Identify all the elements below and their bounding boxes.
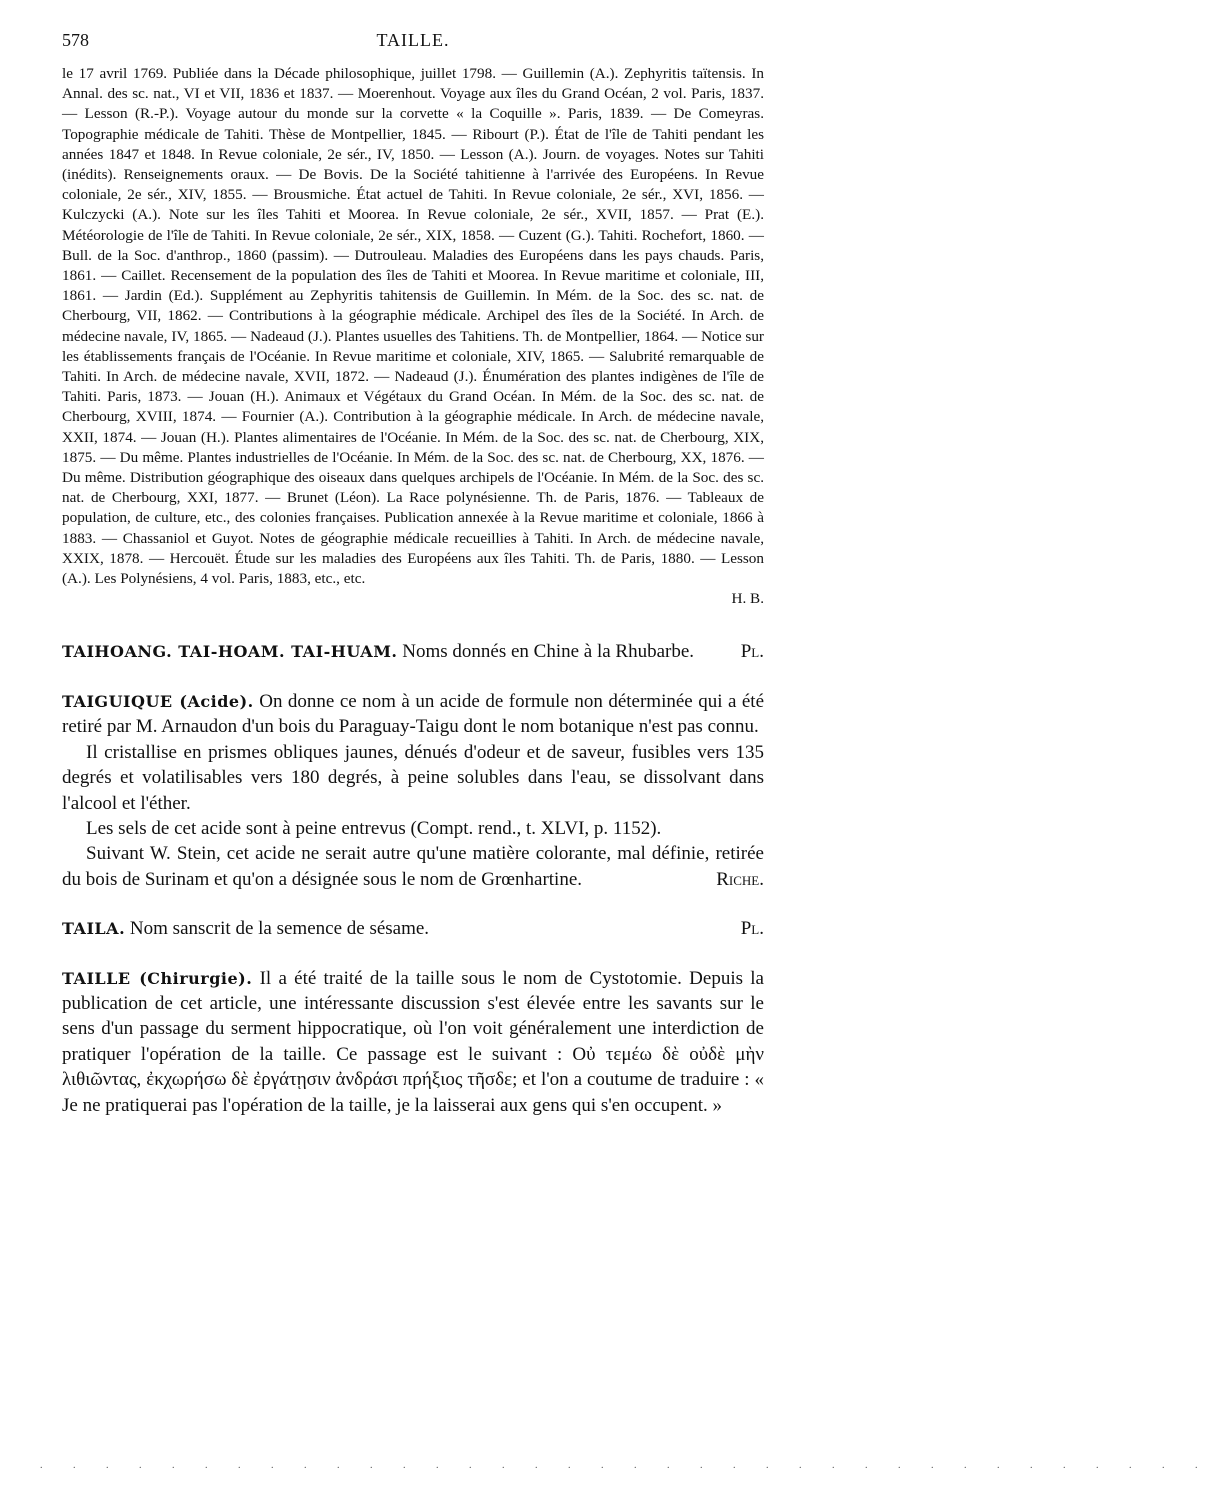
article-taihoang [62, 639, 764, 664]
article-text: On donne ce nom à un acide de formule non déterminée qui a été retiré par M. Arnaudon d'un bois du Paraguay-Taigu dont le nom botanique n'est pas connu. [62, 690, 765, 738]
article-paragraph [62, 639, 764, 664]
running-title: TAILLE. [376, 30, 450, 50]
article-text: Il a été traité de la taille sous le nom de Cystotomie. Depuis la publication de cet article, une intéressante discussion s'est élevée entre les savants sur le sens d'un passage du serment hippocratique, où l'on voit généralement une interdiction de pratiquer l'opération de la taille. Ce passage est le suivant : Οὐ τεμέω δὲ οὐδὲ μὴν λιθιῶντας, ἐκχωρήσω δὲ ἐργάτῃσιν ἀνδράσι πρήξιος τῆσδε; et l'on a coutume de traduire : « Je ne pratiquerai pas l'opération de la taille, je la laisserai aux gens qui s'en occupent. » [62, 967, 764, 1116]
article-headword: TAILLE (Chirurgie). [62, 968, 253, 988]
article-taille [62, 966, 764, 1118]
article-taila [62, 916, 764, 941]
page [62, 30, 764, 1118]
bibliography-block [62, 64, 764, 609]
page-header [62, 30, 764, 60]
article-text: Suivant W. Stein, cet acide ne serait autre qu'une matière colorante, mal définie, retirée du bois de Surinam et qu'on a désignée sous le nom de Grœnhartine. [62, 843, 764, 890]
article-headword: TAIHOANG. TAI-HOAM. TAI-HUAM. [62, 642, 398, 662]
article-headword: TAIGUIQUE (Acide). [62, 691, 254, 711]
article-author: Pl. [740, 918, 764, 940]
bibliography-text: le 17 avril 1769. Publiée dans la Décade philosophique, juillet 1798. — Guillemin (A.). Zephyritis taïtensis. In Annal. des sc. nat., VI et VII, 1836 et 1837. — Moerenhout. Voyage aux îles du Grand Océan, 2 vol. Paris, 1837. — Lesson (R.-P.). Voyage autour du monde sur la corvette « la Coquille ». Paris, 1839. — De Comeyras. Topographie médicale de Tahiti. Thèse de Montpellier, 1845. — Ribourt (P.). État de l'île de Tahiti pendant les années 1847 et 1848. In Revue coloniale, 2e sér., IV, 1850. — Lesson (A.). Journ. de voyages. Notes sur Tahiti (inédits). Renseignements oraux. — De Bovis. De la Société tahitienne à l'arrivée des Européens. In Revue coloniale, 2e sér., XIV, 1855. — Brousmiche. État actuel de Tahiti. In Revue coloniale, 2e sér., XVI, 1856. — Kulczycki (A.). Note sur les îles Tahiti et Moorea. In Revue coloniale, 2e sér., XVII, 1857. — Prat (E.). Météorologie de l'île de Tahiti. In Revue coloniale, 2e sér., XIX, 1858. — Cuzent (G.). Tahiti. Rochefort, 1860. — Bull. de la Soc. d'anthrop., 1860 (passim). — Dutrouleau. Maladies des Européens dans les pays chauds. Paris, 1861. — Caillet. Recensement de la population des îles de Tahiti et Moorea. In Revue maritime et coloniale, III, 1861. — Jardin (Ed.). Supplément au Zephyritis tahitensis de Guillemin. In Mém. de la Soc. des sc. nat. de Cherbourg, VII, 1862. — Contributions à la géographie médicale. Archipel des îles de la Société. In Arch. de médecine navale, IV, 1865. — Nadeaud (J.). Plantes usuelles des Tahitiens. Th. de Montpellier, 1864. — Notice sur les établissements français de l'Océanie. In Revue maritime et coloniale, XIV, 1865. — Salubrité remarquable de Tahiti. In Arch. de médecine navale, XVII, 1872. — Nadeaud (J.). Énumération des plantes indigènes de l'île de Tahiti. Paris, 1873. — Jouan (H.). Animaux et Végétaux du Grand Océan. In Mém. de la Soc. des sc. nat. de Cherbourg, XVIII, 1874. — Fournier (A.). Contribution à la géographie médicale. In Arch. de médecine navale, XXII, 1874. — Jouan (H.). Plantes alimentaires de l'Océanie. In Mém. de la Soc. des sc. nat. de Cherbourg, XIX, 1875. — Du même. Plantes industrielles de l'Océanie. In Mém. de la Soc. des sc. nat. de Cherbourg, XX, 1876. — Du même. Distribution géographique des oiseaux dans quelques archipels de l'Océanie. In Mém. de la Soc. des sc. nat. de Cherbourg, XXI, 1877. — Brunet (Léon). La Race polynésienne. Th. de Paris, 1876. — Tableaux de population, de culture, etc., des colonies françaises. Publication annexée à la Revue maritime et coloniale, 1866 à 1883. — Chassaniol et Guyot. Notes de géographie médicale recueillies à Tahiti. In Arch. de médecine navale, XXIX, 1878. — Hercouët. Étude sur les maladies des Européens aux îles Tahiti. Th. de Paris, 1880. — Lesson (A.). Les Polynésiens, 4 vol. Paris, 1883, etc., etc. [62, 65, 764, 588]
article-paragraph [62, 966, 764, 1118]
page-number: 578 [62, 30, 89, 50]
footer-marks: . . . . . . . . . . . . . . . . . . . . . . . . . . . . . . . . . . . . [40, 1460, 1212, 1471]
article-headword: TAILA. [62, 919, 126, 939]
article-paragraph [62, 916, 764, 941]
article-author: Pl. [740, 641, 764, 663]
article-text: Noms donnés en Chine à la Rhubarbe. [402, 641, 695, 663]
article-paragraph [62, 841, 764, 892]
bibliography-signature: H. B. [731, 590, 764, 608]
article-author: Riche. [716, 868, 764, 890]
article-paragraph: Les sels de cet acide sont à peine entrevus (Compt. rend., t. XLVI, p. 1152). [86, 817, 662, 839]
article-paragraph: Il cristallise en prismes obliques jaunes, dénués d'odeur et de saveur, fusibles vers 135 degrés et volatilisables vers 180 degrés, à peine solubles dans l'eau, se dissolvant dans l'alcool et l'éther. [62, 741, 764, 814]
article-paragraph [62, 689, 764, 740]
article-text: Nom sanscrit de la semence de sésame. [129, 918, 430, 940]
article-taiguique [62, 689, 764, 892]
